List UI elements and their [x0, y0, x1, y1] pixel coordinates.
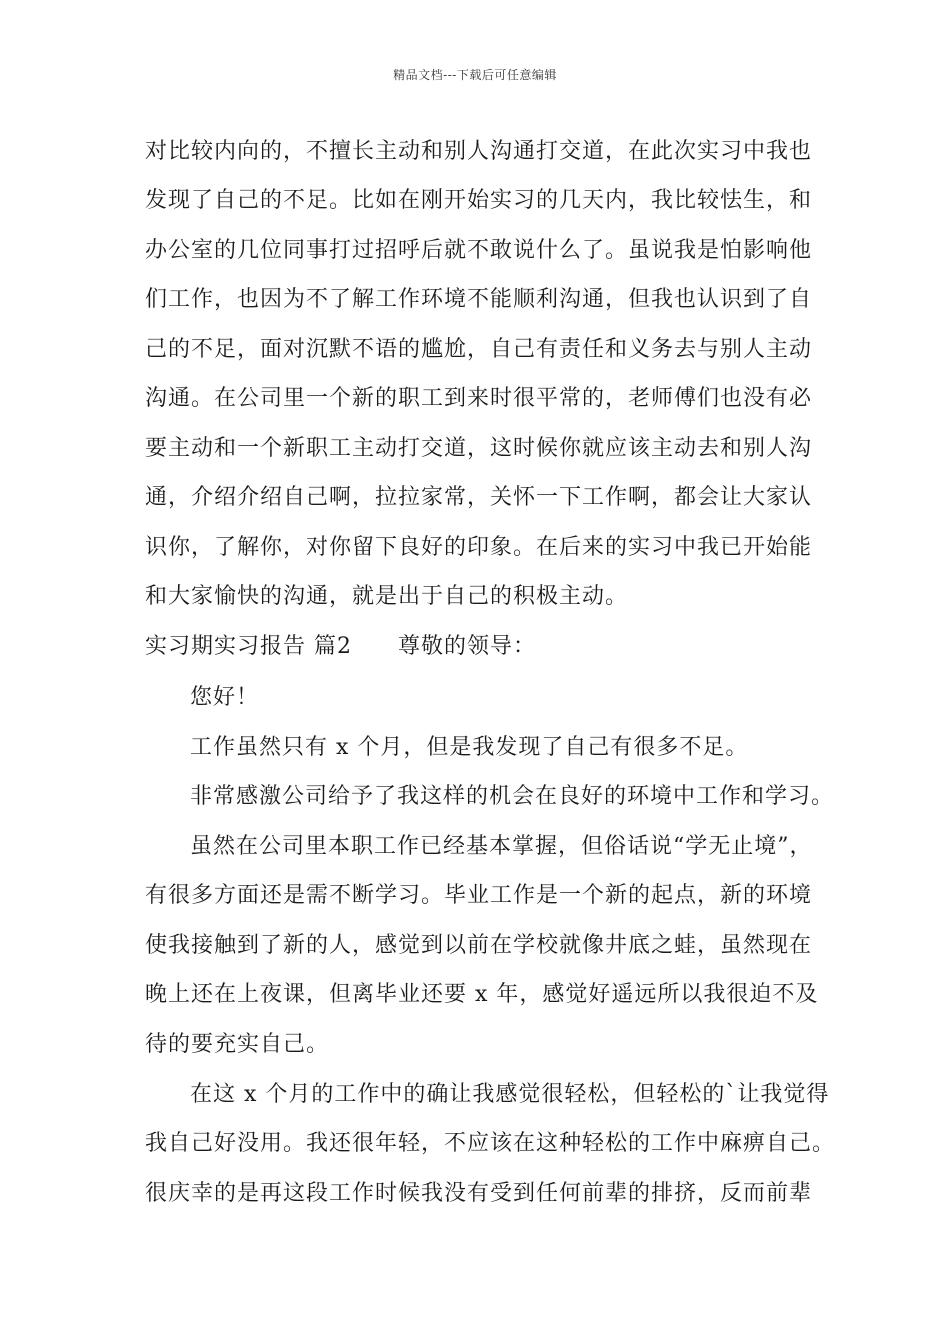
- body-line: 沟通。在公司里一个新的职工到来时很平常的，老师傅们也没有必: [145, 386, 813, 411]
- letter-line: 在这 x 个月的工作中的确让我感觉很轻松，但轻松的`让我觉得: [190, 1082, 830, 1107]
- section-title: 实习期实习报告 篇2: [145, 634, 352, 659]
- letter-line: 待的要充实自己。: [145, 1032, 330, 1057]
- letter-line: 晚上还在上夜课，但离毕业还要 x 年，感觉好遥远所以我很迫不及: [145, 982, 819, 1007]
- body-line: 们工作，也因为不了解工作环境不能顺利沟通，但我也认识到了自: [145, 287, 813, 312]
- body-line: 己的不足，面对沉默不语的尴尬，自己有责任和义务去与别人主动: [145, 337, 813, 362]
- body-line: 对比较内向的，不擅长主动和别人沟通打交道，在此次实习中我也: [145, 139, 813, 164]
- letter-line: 虽然在公司里本职工作已经基本掌握，但俗话说“学无止境”，: [190, 834, 813, 859]
- body-line: 发现了自己的不足。比如在刚开始实习的几天内，我比较怯生，和: [145, 188, 813, 213]
- letter-line: 工作虽然只有 x 个月，但是我发现了自己有很多不足。: [190, 735, 749, 760]
- letter-line: 使我接触到了新的人，感觉到以前在学校就像井底之蛙，虽然现在: [145, 933, 813, 958]
- letter-line: 我自己好没用。我还很年轻，不应该在这种轻松的工作中麻痹自己。: [145, 1131, 836, 1156]
- body-line: 通，介绍介绍自己啊，拉拉家常，关怀一下工作啊，都会让大家认: [145, 485, 813, 510]
- body-line: 识你，了解你，对你留下良好的印象。在后来的实习中我已开始能: [145, 535, 813, 560]
- letter-greeting: 您好！: [190, 685, 260, 710]
- salutation: 尊敬的领导：: [398, 634, 537, 659]
- body-line: 要主动和一个新职工主动打交道，这时候你就应该主动去和别人沟: [145, 436, 813, 461]
- letter-line: 非常感激公司给予了我这样的机会在良好的环境中工作和学习。: [190, 784, 835, 809]
- page-header: 精品文档---下载后可任意编辑: [393, 68, 557, 82]
- section-heading: [145, 632, 536, 662]
- letter-line: 有很多方面还是需不断学习。毕业工作是一个新的起点，新的环境: [145, 883, 813, 908]
- body-line: 办公室的几位同事打过招呼后就不敢说什么了。虽说我是怕影响他: [145, 238, 813, 263]
- body-line: 和大家愉快的沟通，就是出于自己的积极主动。: [145, 584, 629, 609]
- letter-line: 很庆幸的是再这段工作时候我没有受到任何前辈的排挤，反而前辈: [145, 1181, 813, 1206]
